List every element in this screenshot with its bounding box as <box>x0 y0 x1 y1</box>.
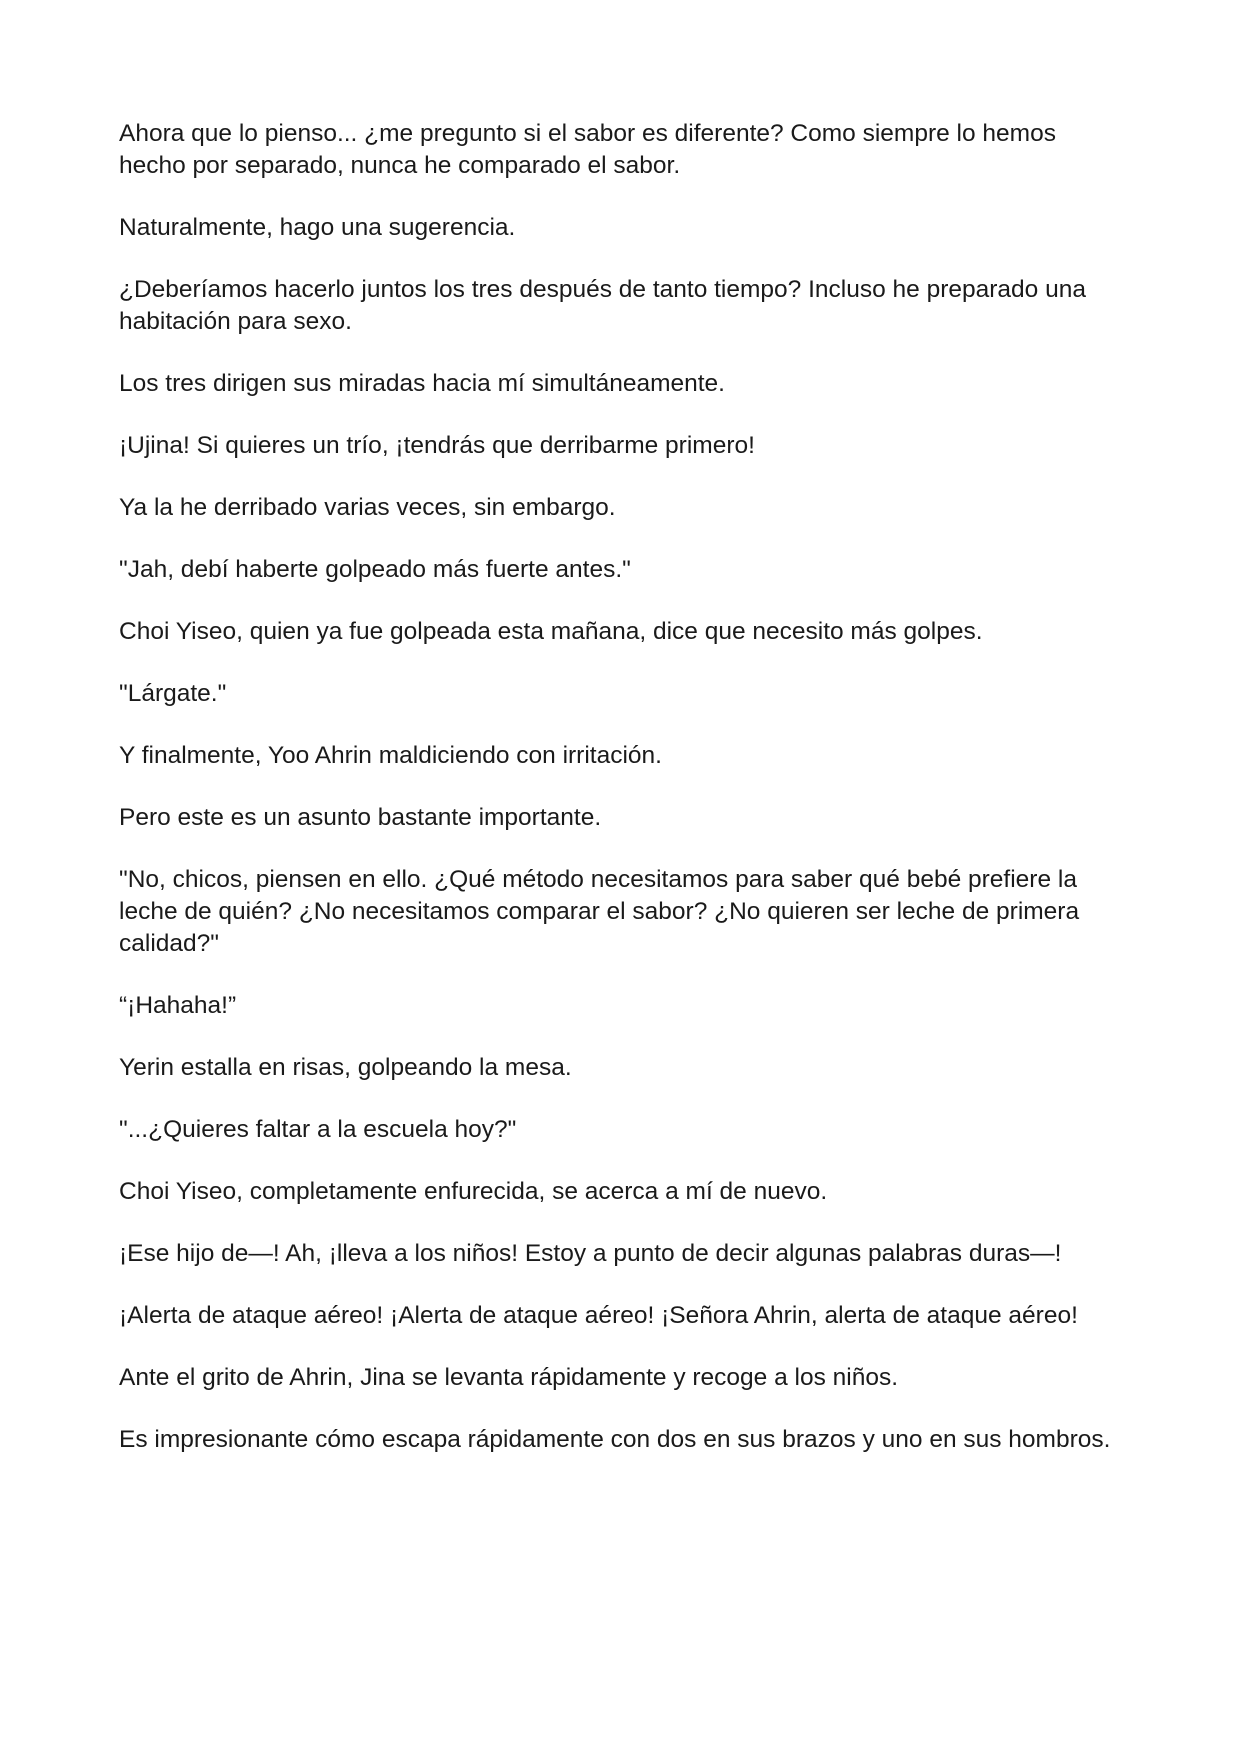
paragraph-12: "No, chicos, piensen en ello. ¿Qué método necesitamos para saber qué bebé prefiere la leche de quién? ¿No necesitamos comparar el sabor? ¿No quieren ser leche de primera calidad?" <box>119 866 1080 957</box>
paragraph-5: ¡Ujina! Si quieres un trío, ¡tendrás que derribarme primero! <box>119 432 755 459</box>
document-body <box>119 118 1124 1486</box>
paragraph-15: "...¿Quieres faltar a la escuela hoy?" <box>119 1116 517 1143</box>
paragraph-11: Pero este es un asunto bastante importante. <box>119 804 602 831</box>
paragraph-4: Los tres dirigen sus miradas hacia mí simultáneamente. <box>119 370 725 397</box>
paragraph-13: “¡Hahaha!” <box>119 992 237 1019</box>
paragraph-2: Naturalmente, hago una sugerencia. <box>119 214 516 241</box>
paragraph-9: "Lárgate." <box>119 680 227 707</box>
paragraph-16: Choi Yiseo, completamente enfurecida, se acerca a mí de nuevo. <box>119 1178 828 1205</box>
paragraph-20: Es impresionante cómo escapa rápidamente con dos en sus brazos y uno en sus hombros. <box>119 1426 1111 1453</box>
paragraph-1: Ahora que lo pienso... ¿me pregunto si el sabor es diferente? Como siempre lo hemos hecho por separado, nunca he comparado el sabor. <box>119 120 1056 179</box>
paragraph-17: ¡Ese hijo de—! Ah, ¡lleva a los niños! Estoy a punto de decir algunas palabras duras—! <box>119 1240 1062 1267</box>
paragraph-14: Yerin estalla en risas, golpeando la mesa. <box>119 1054 572 1081</box>
paragraph-7: "Jah, debí haberte golpeado más fuerte antes." <box>119 556 631 583</box>
paragraph-6: Ya la he derribado varias veces, sin embargo. <box>119 494 616 521</box>
paragraph-19: Ante el grito de Ahrin, Jina se levanta rápidamente y recoge a los niños. <box>119 1364 899 1391</box>
paragraph-3: ¿Deberíamos hacerlo juntos los tres después de tanto tiempo? Incluso he preparado una habitación para sexo. <box>119 276 1086 335</box>
paragraph-18: ¡Alerta de ataque aéreo! ¡Alerta de ataque aéreo! ¡Señora Ahrin, alerta de ataque aéreo! <box>119 1302 1078 1329</box>
paragraph-8: Choi Yiseo, quien ya fue golpeada esta mañana, dice que necesito más golpes. <box>119 618 983 645</box>
paragraph-10: Y finalmente, Yoo Ahrin maldiciendo con irritación. <box>119 742 662 769</box>
